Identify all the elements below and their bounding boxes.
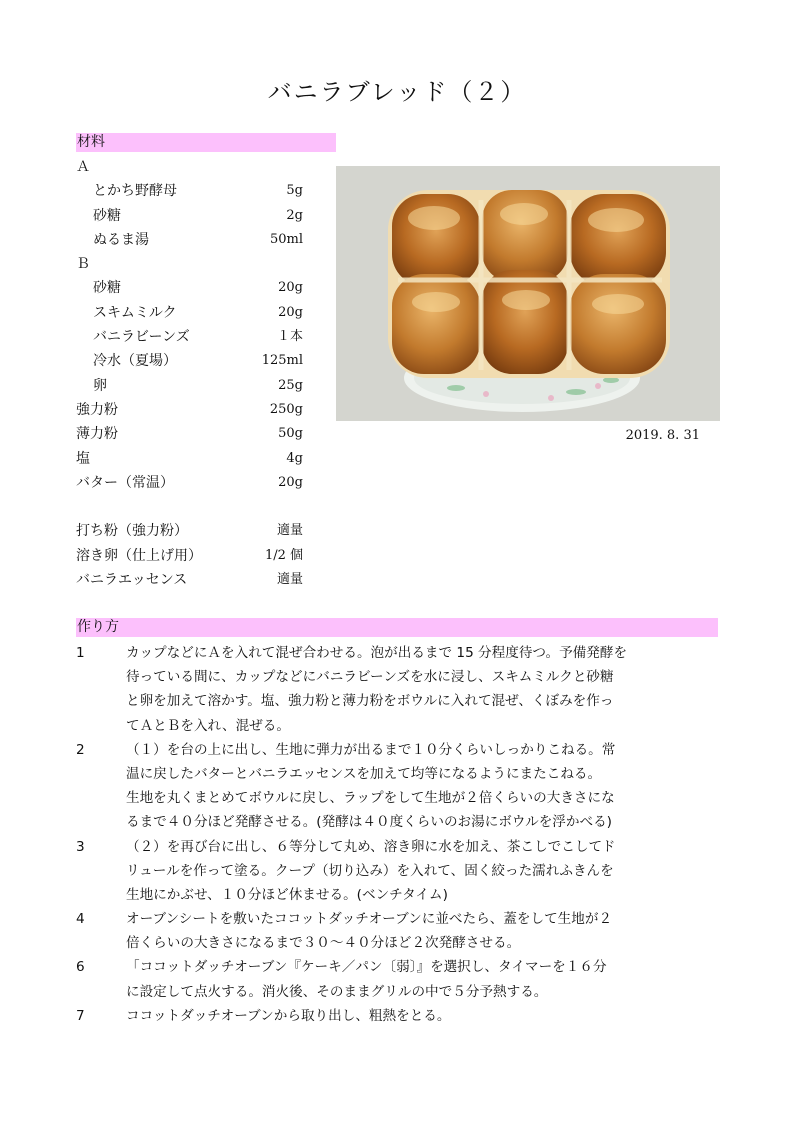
ingredient-list <box>76 155 303 592</box>
ingredient-name: とかち野酵母 <box>93 183 177 200</box>
ingredient-name: バニラエッセンス <box>76 572 188 589</box>
ingredient-name: 溶き卵（仕上げ用） <box>76 547 202 564</box>
ingredient-row <box>76 252 303 276</box>
ingredient-name: 塩 <box>76 450 90 467</box>
step-text-line: カップなどにＡを入れて混ぜ合わせる。泡が出るまで 15 分程度待つ。予備発酵を <box>126 645 628 661</box>
ingredient-row <box>76 495 303 519</box>
step-text-line: に設定して点火する。消火後、そのままグリルの中で５分予熱する。 <box>126 983 548 1000</box>
method-step <box>76 955 718 1003</box>
step-text-line: 温に戻したバターとバニラエッセンスを加えて均等になるようにまたこねる。 <box>126 765 602 782</box>
ingredient-row <box>76 179 303 203</box>
ingredient-row <box>76 155 303 179</box>
step-text-line: と卵を加えて溶かす。塩、強力粉と薄力粉をボウルに入れて混ぜ、くぼみを作っ <box>126 693 614 710</box>
step-text-line: 待っている間に、カップなどにバニラビーンズを水に浸し、スキムミルクと砂糖 <box>126 669 614 686</box>
step-number: 2 <box>76 741 85 758</box>
step-list <box>76 641 718 1028</box>
ingredient-amount: 5g <box>286 183 303 199</box>
ingredient-name: Ｂ <box>76 256 90 273</box>
ingredient-row <box>76 568 303 592</box>
ingredient-name: 卵 <box>93 377 107 394</box>
step-text-line: てＡとＢを入れ、混ぜる。 <box>126 717 290 734</box>
ingredient-name: 砂糖 <box>93 280 121 297</box>
ingredients-header: 材料 <box>76 133 336 152</box>
step-number: 7 <box>76 1007 85 1024</box>
ingredient-name: バニラビーンズ <box>93 329 190 346</box>
method-step <box>76 738 718 835</box>
method-step <box>76 835 718 908</box>
ingredient-name: 冷水（夏場） <box>93 353 177 370</box>
ingredient-amount: 20g <box>278 304 303 320</box>
step-number: 3 <box>76 838 85 855</box>
ingredient-amount: １本 <box>276 329 303 345</box>
ingredient-amount: 20g <box>278 474 303 490</box>
step-number: 1 <box>76 645 85 661</box>
ingredient-name: スキムミルク <box>93 304 177 321</box>
ingredient-name: Ａ <box>76 159 90 175</box>
ingredient-name: 薄力粉 <box>76 426 118 443</box>
photo-date: 2019. 8. 31 <box>625 428 700 443</box>
ingredient-amount: 25g <box>278 377 303 393</box>
ingredient-name: 砂糖 <box>93 207 121 224</box>
ingredient-row <box>76 204 303 228</box>
step-number: 6 <box>76 959 85 976</box>
step-text-line: （１）を台の上に出し、生地に弾力が出るまで１０分くらいしっかりこねる。常 <box>126 741 616 758</box>
ingredient-amount: 2g <box>286 207 303 223</box>
step-text-line: 生地を丸くまとめてボウルに戻し、ラップをして生地が２倍くらいの大きさにな <box>126 790 615 807</box>
ingredient-row <box>76 544 303 568</box>
ingredient-row <box>76 325 303 349</box>
ingredient-amount: 4g <box>286 450 303 466</box>
ingredient-amount: 1/2 個 <box>264 547 303 563</box>
page-title: バニラブレッド（２） <box>267 78 527 106</box>
step-number: 4 <box>76 911 85 928</box>
step-text-line: オーブンシートを敷いたココットダッチオーブンに並べたら、蓋をして生地が２ <box>126 911 613 928</box>
ingredient-row <box>76 228 303 252</box>
method-step <box>76 641 718 738</box>
ingredient-row <box>76 276 303 300</box>
ingredient-row <box>76 349 303 373</box>
ingredient-row <box>76 422 303 446</box>
ingredient-row <box>76 398 303 422</box>
step-text-line: （２）を再び台に出し、６等分して丸め、溶き卵に水を加え、茶こしでこしてド <box>126 838 616 855</box>
method-step <box>76 1004 718 1028</box>
method-step <box>76 907 718 955</box>
ingredient-row <box>76 301 303 325</box>
step-text-line: 「ココットダッチオーブン『ケーキ／パン〔弱〕』を選択し、タイマーを１６分 <box>126 959 607 976</box>
ingredient-amount: 適量 <box>276 572 303 588</box>
step-text-line: 倍くらいの大きさになるまで３０～４０分ほど２次発酵させる。 <box>126 935 521 952</box>
ingredient-name: 打ち粉（強力粉） <box>76 523 188 540</box>
method-header: 作り方 <box>76 618 718 637</box>
ingredient-amount: 50ml <box>269 231 303 247</box>
ingredient-row <box>76 447 303 471</box>
ingredient-amount: 適量 <box>276 523 303 539</box>
ingredient-name: バター（常温） <box>76 474 174 491</box>
step-text-line: ココットダッチオーブンから取り出し、粗熱をとる。 <box>126 1007 451 1024</box>
ingredient-row <box>76 471 303 495</box>
ingredient-amount: 250g <box>269 401 303 417</box>
ingredient-name: 強力粉 <box>76 401 118 418</box>
ingredient-name: ぬるま湯 <box>93 231 149 248</box>
bread-photo <box>336 166 720 421</box>
step-text-line: リュールを作って塗る。クープ（切り込み）を入れて、固く絞った濡れふきんを <box>126 862 614 879</box>
ingredient-amount: 125ml <box>261 353 303 369</box>
step-text-line: るまで４０分ほど発酵させる。(発酵は４０度くらいのお湯にボウルを浮かべる) <box>126 814 612 831</box>
ingredient-row <box>76 374 303 398</box>
ingredient-amount: 20g <box>278 280 303 296</box>
step-text-line: 生地にかぶせ、１０分ほど休ませる。(ベンチタイム) <box>126 886 448 903</box>
ingredient-row <box>76 519 303 543</box>
ingredient-amount: 50g <box>278 426 303 442</box>
